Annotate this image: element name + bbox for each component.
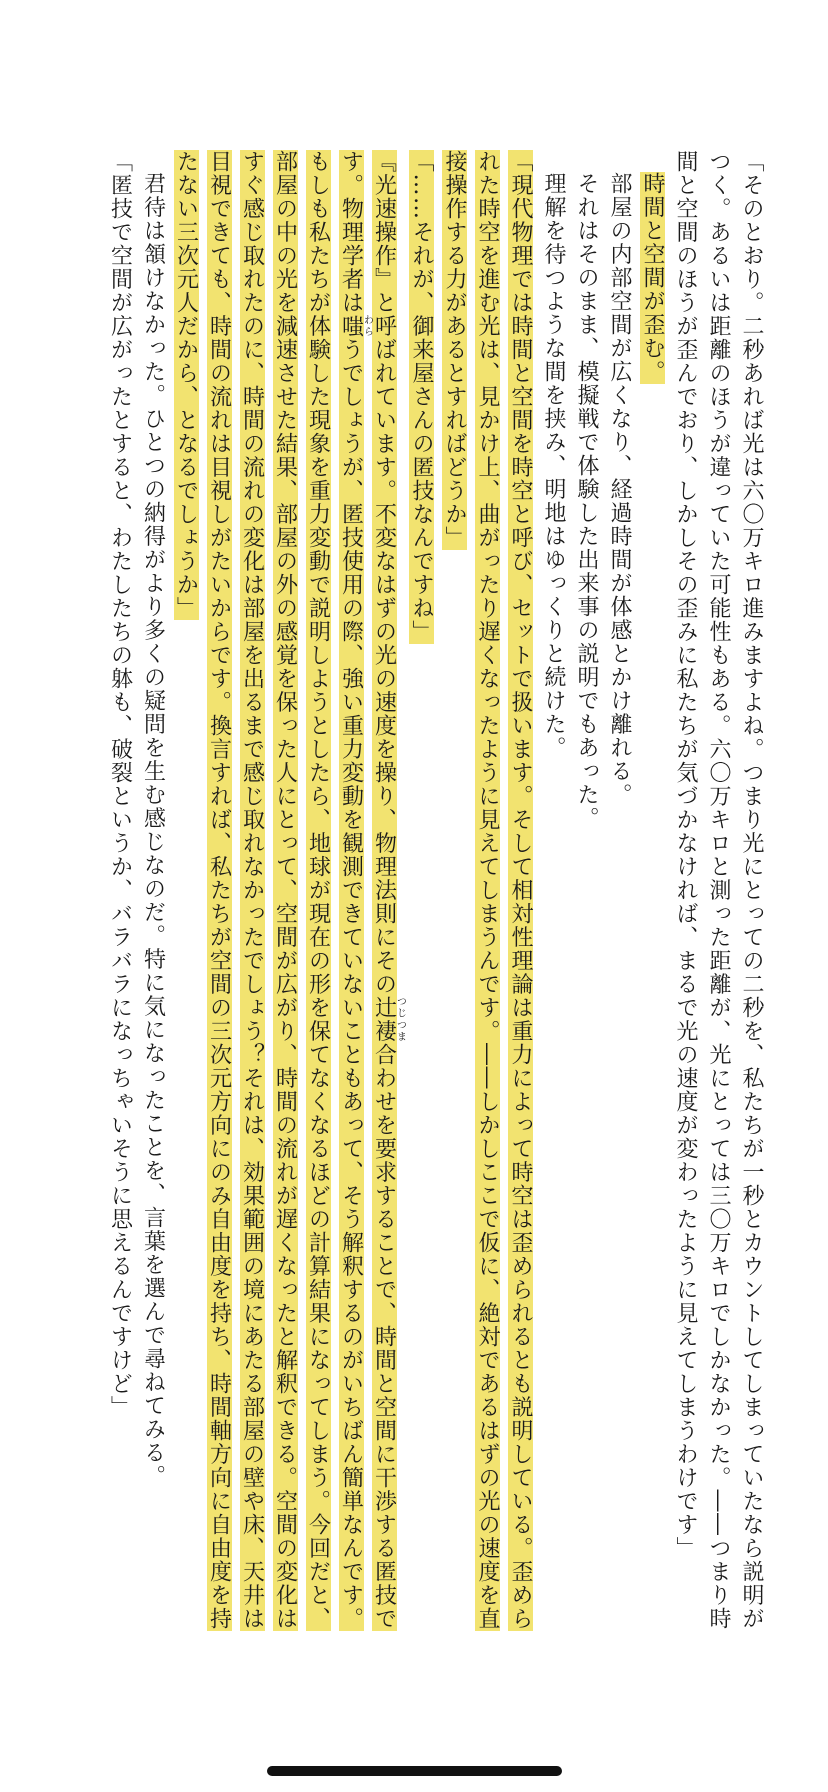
- paragraph-7-highlighted: [405, 150, 438, 1650]
- paragraph-1: [669, 150, 768, 1650]
- text-segment: うでしょうが、匿技使用の際、強い重力変動を観測できていないこともあって、そう解釈するのがいちばん簡単なんです。もしも私たちが体験した現象を重力変動で説明しようとしたら、地球が現在の形を保てなくなるほどの計算結果になってしまう。今回だと、部屋の中の光を減速させた結果、部屋の外の感覚を保った人にとって、空間が広がり、時間の流れが遅くなったと解釈できる。空間の変化はすぐ感じ取れたのに、時間の流れの変化は部屋を出るまで感じ取れなかったでしょう？それは、効果範囲の境にあたる部屋の壁や床、天井は目視できても、時間の流れは目視しがたいからです。換言すれば、私たちが空間の三次元方向にのみ自由度を持ち、時間軸方向に自由度を持たない三次元人だから、となるでしょうか」: [173, 150, 364, 1631]
- paragraph-4-text: それはそのまま、模擬戦で体験した出来事の説明でもあった。: [574, 172, 599, 830]
- paragraph-8-highlighted: [170, 150, 406, 1650]
- highlighted-text[interactable]: [173, 150, 406, 1631]
- highlighted-text[interactable]: 「……それが、御来屋さんの匿技なんですね」: [409, 150, 434, 644]
- paragraph-1-text: 「そのとおり。二秒あれば光は六〇万キロ進みますよね。つまり光にとっての二秒を、私たちが一秒とカウントしてしまっていたなら説明がつく。あるいは距離のほうが違っていた可能性もある。六〇万キロと測った距離が、光にとっては三〇万キロでしかなかった。――つまり時間と空間のほうが歪んでおり、しかしその歪みに私たちが気づかなければ、まるで光の速度が変わったように見えてしまうわけです」: [673, 150, 764, 1631]
- paragraph-9-text: 君待は頷けなかった。ひとつの納得がより多くの疑問を生む感じなのだ。特に気になったことを、言葉を選んで尋ねてみる。: [140, 172, 166, 1488]
- paragraph-5-text: 理解を待つような間を挟み、明地はゆっくりと続けた。: [541, 172, 566, 760]
- paragraph-2-highlighted: [636, 150, 669, 1650]
- highlighted-text[interactable]: 時間と空間が歪む。: [640, 172, 665, 384]
- paragraph-5: [537, 150, 570, 1650]
- home-indicator[interactable]: [267, 1766, 562, 1776]
- vertical-text-body: [48, 150, 768, 1650]
- paragraph-10-text: 「匿技で空間が広がったとすると、わたしたちの躰も、破裂というか、バラバラになっちゃいそうに思えるんですけど」: [107, 150, 133, 1419]
- paragraph-9: [137, 150, 170, 1650]
- paragraph-10: [104, 150, 137, 1650]
- ruby-annotation: 辻褄つじつま: [371, 996, 406, 1043]
- text-segment: 合わせを要求することで、時間と空間に干渉する匿技です。物理学者は: [338, 150, 397, 1631]
- highlighted-text[interactable]: 「現代物理では時間と空間を時空と呼び、セットで扱います。そして相対性理論は重力によって時空は歪められるとも説明している。歪められた時空を進む光は、見かけ上、曲がったり遅くなったように見えてしまうんです。――しかしここで仮に、絶対であるはずの光の速度を直接操作する力があるとすればどうか」: [442, 150, 533, 1631]
- paragraph-3-text: 部屋の内部空間が広くなり、経過時間が体感とかけ離れる。: [607, 172, 632, 807]
- paragraph-6-highlighted: [438, 150, 537, 1650]
- text-segment: 『光速操作』と呼ばれています。不変なはずの光の速度を操り、物理法則にその: [371, 150, 397, 996]
- ruby-annotation: 嗤わら: [338, 314, 373, 338]
- paragraph-3: [603, 150, 636, 1650]
- paragraph-4: [570, 150, 603, 1650]
